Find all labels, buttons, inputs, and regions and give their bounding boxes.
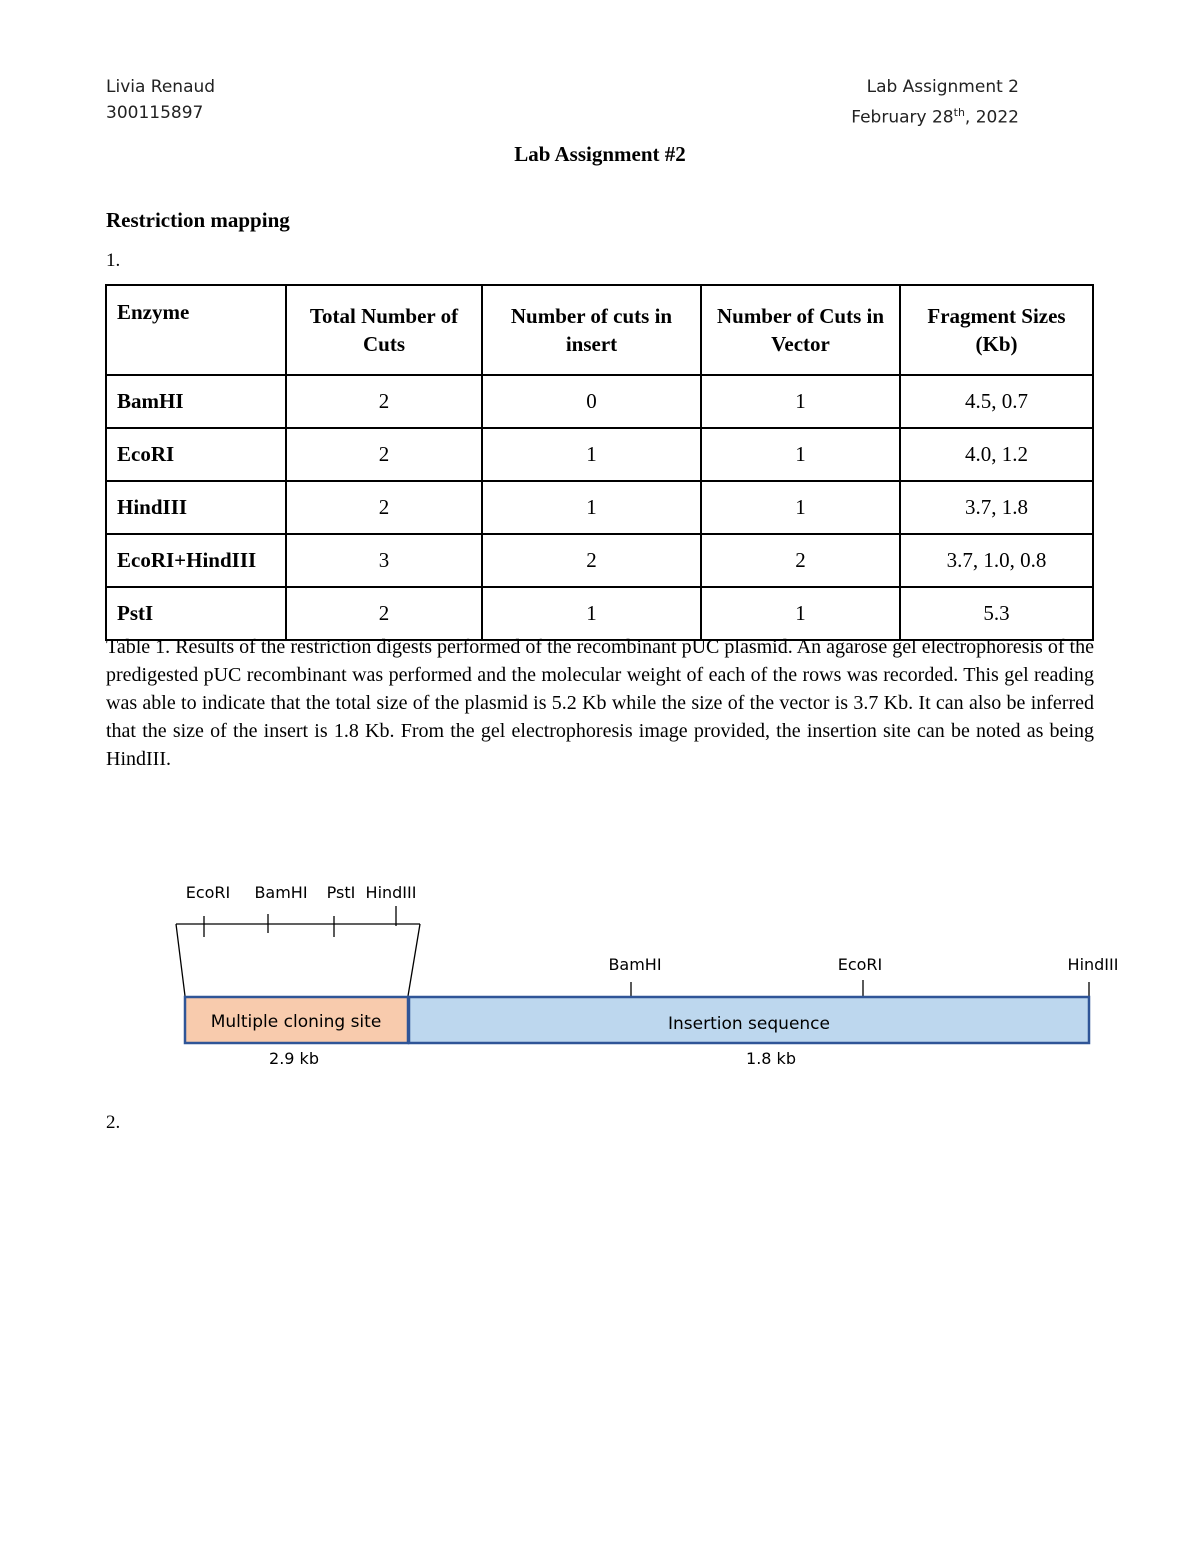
cell-cuts-vector: 1	[701, 375, 900, 428]
cell-cuts-insert: 1	[482, 481, 701, 534]
cell-enzyme: BamHI	[106, 375, 286, 428]
mcs-box-label: Multiple cloning site	[210, 1012, 382, 1032]
cell-cuts-insert: 1	[482, 428, 701, 481]
cell-total-cuts: 2	[286, 375, 482, 428]
insert-box-label: Insertion sequence	[668, 1014, 830, 1034]
cell-enzyme: EcoRI+HindIII	[106, 534, 286, 587]
assignment-date	[851, 100, 1019, 131]
insert-site-ecori-label: EcoRI	[837, 955, 883, 974]
cell-cuts-insert: 0	[482, 375, 701, 428]
cell-cuts-vector: 1	[701, 428, 900, 481]
table-caption: Table 1. Results of the restriction digests performed of the recombinant pUC plasmid. An agarose gel electrophoresis of the predigested pUC recombinant was performed and the molecular weight of each of the rows was recorded. This gel reading was able to indicate that the total size of the plasmid is 5.2 Kb while the size of the vector is 3.7 Kb. It can also be inferred that the size of the insert is 1.8 Kb. From the gel electrophoresis image provided, the insertion site can be noted as being HindIII.	[106, 636, 1094, 770]
cell-fragment-sizes: 3.7, 1.8	[900, 481, 1093, 534]
question-2-number: 2.	[106, 1112, 121, 1133]
cell-fragment-sizes: 5.3	[900, 587, 1093, 640]
cell-total-cuts: 3	[286, 534, 482, 587]
cell-total-cuts: 2	[286, 587, 482, 640]
header-total-cuts: Total Number of Cuts	[286, 285, 482, 375]
zoom-line-right	[408, 924, 420, 996]
header-cuts-insert: Number of cuts in insert	[482, 285, 701, 375]
restriction-table	[105, 284, 1094, 641]
cell-cuts-vector: 1	[701, 481, 900, 534]
table-row	[106, 375, 1093, 428]
cell-fragment-sizes: 3.7, 1.0, 0.8	[900, 534, 1093, 587]
restriction-map-diagram	[0, 860, 1200, 1090]
cell-cuts-insert: 1	[482, 587, 701, 640]
zoom-line-left	[176, 924, 185, 996]
page-title: Lab Assignment #2	[514, 142, 686, 166]
question-1-number: 1.	[106, 250, 121, 271]
student-id: 300115897	[106, 103, 204, 123]
author-name: Livia Renaud	[106, 77, 216, 97]
header-enzyme: Enzyme	[106, 285, 286, 375]
insert-site-hindiii-label: HindIII	[1067, 955, 1119, 974]
table-row	[106, 481, 1093, 534]
mcs-site-bamhi-label: BamHI	[254, 883, 308, 902]
section-title: Restriction mapping	[106, 208, 290, 232]
mcs-size-label: 2.9 kb	[269, 1049, 319, 1068]
date-superscript: th	[953, 106, 965, 119]
table-header-row	[106, 285, 1093, 375]
date-suffix: , 2022	[964, 107, 1019, 128]
header-fragment-sizes: Fragment Sizes (Kb)	[900, 285, 1093, 375]
cell-total-cuts: 2	[286, 481, 482, 534]
mcs-site-psti-label: PstI	[326, 883, 356, 902]
header-left	[106, 74, 215, 126]
cell-enzyme: EcoRI	[106, 428, 286, 481]
cell-cuts-insert: 2	[482, 534, 701, 587]
header-cuts-vector: Number of Cuts in Vector	[701, 285, 900, 375]
table-row	[106, 428, 1093, 481]
cell-enzyme: HindIII	[106, 481, 286, 534]
header-right	[851, 74, 1019, 131]
insert-site-bamhi-label: BamHI	[608, 955, 662, 974]
cell-fragment-sizes: 4.5, 0.7	[900, 375, 1093, 428]
cell-enzyme: PstI	[106, 587, 286, 640]
cell-fragment-sizes: 4.0, 1.2	[900, 428, 1093, 481]
cell-cuts-vector: 1	[701, 587, 900, 640]
date-prefix: February 28	[851, 107, 954, 128]
mcs-site-ecori-label: EcoRI	[185, 883, 231, 902]
cell-total-cuts: 2	[286, 428, 482, 481]
assignment-label: Lab Assignment 2	[866, 77, 1019, 97]
mcs-site-hindiii-label: HindIII	[365, 883, 417, 902]
insert-size-label: 1.8 kb	[746, 1049, 796, 1068]
cell-cuts-vector: 2	[701, 534, 900, 587]
table-row	[106, 534, 1093, 587]
